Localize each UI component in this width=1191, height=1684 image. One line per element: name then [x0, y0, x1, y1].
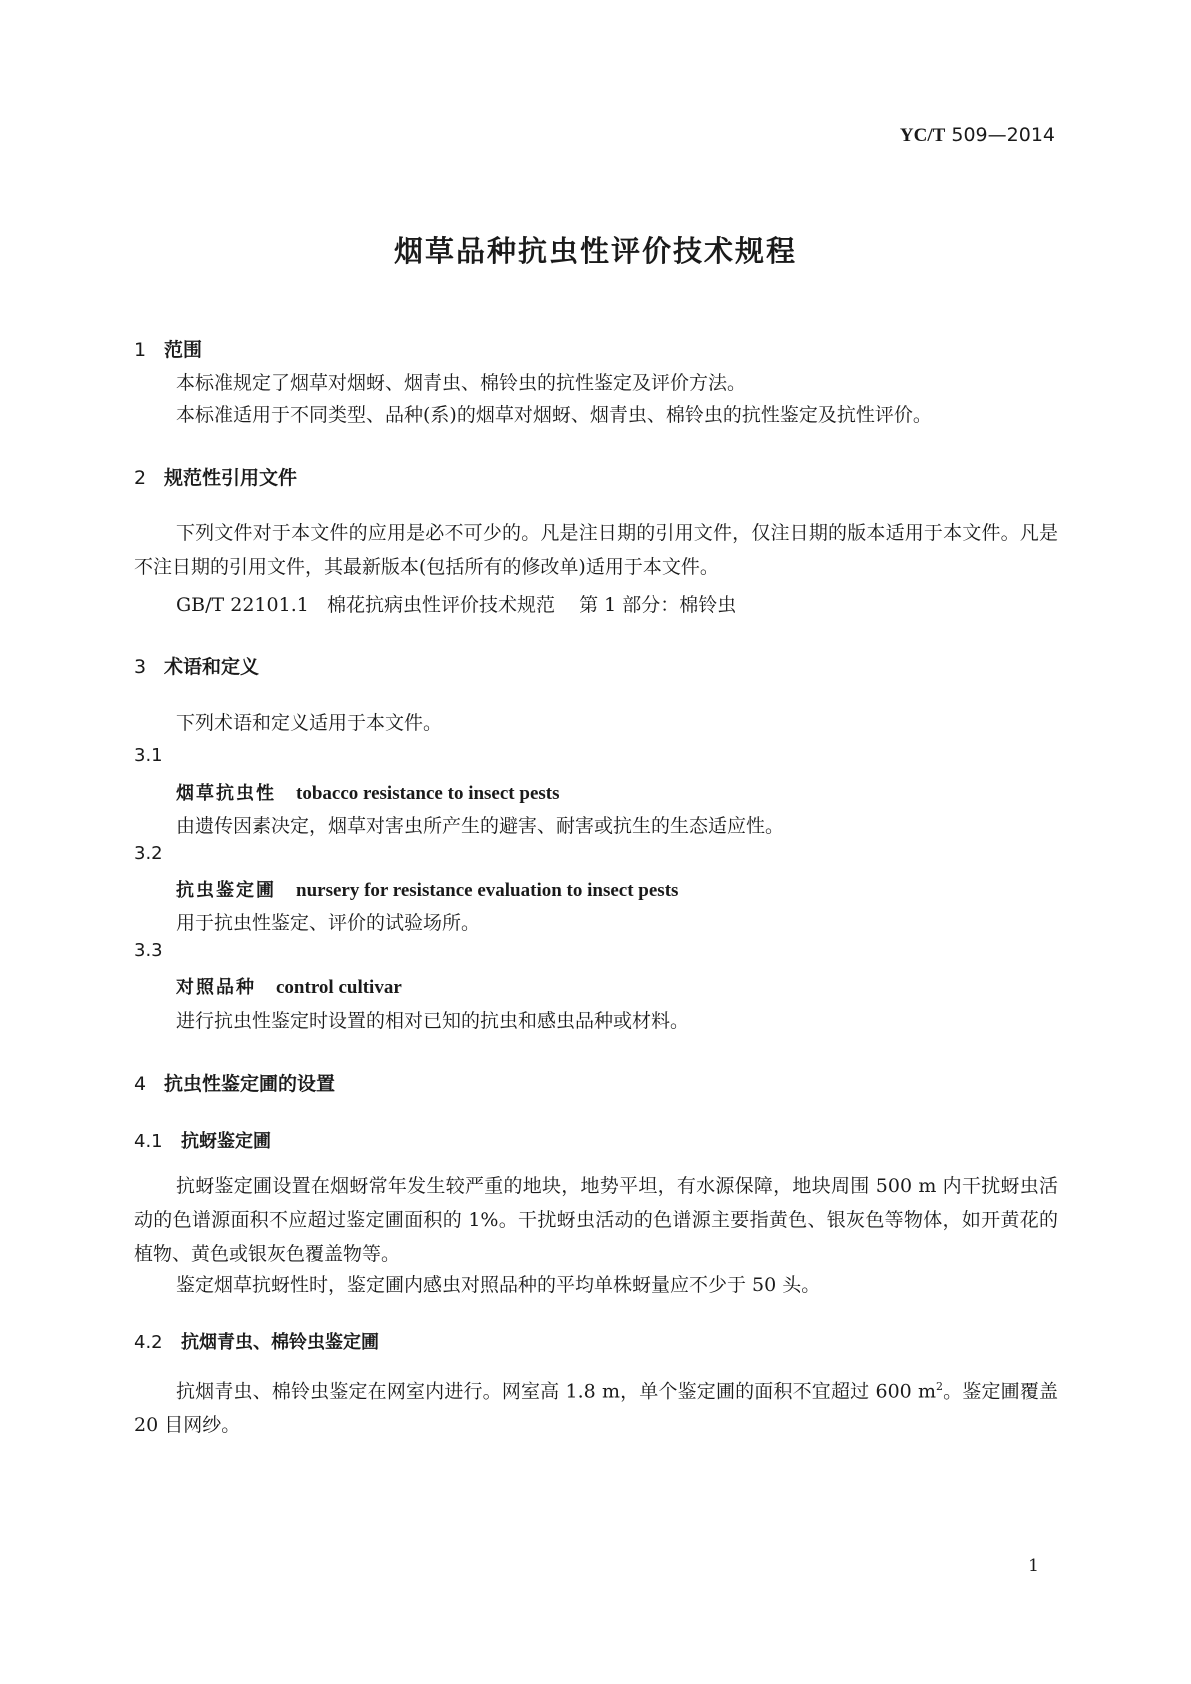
section-2-heading — [134, 463, 297, 490]
reference-code: GB/T 22101.1 — [176, 594, 309, 616]
term-3-2-heading — [176, 876, 678, 902]
term-3-1-definition: 由遗传因素决定，烟草对害虫所产生的避害、耐害或抗生的生态适应性。 — [176, 815, 785, 837]
page-title: 烟草品种抗虫性评价技术规程 — [393, 234, 797, 268]
term-3-1-english: tobacco resistance to insect pests — [296, 783, 560, 804]
normative-reference — [176, 590, 736, 617]
section-3-heading — [134, 652, 259, 679]
area-unit-superscript: 2 — [935, 1380, 943, 1393]
term-3-1-chinese: 烟草抗虫性 — [176, 783, 276, 804]
page-number: 1 — [1028, 1556, 1039, 1576]
section-3-title: 术语和定义 — [164, 656, 260, 678]
term-3-3-chinese: 对照品种 — [176, 977, 256, 998]
section-4-1-heading — [134, 1127, 271, 1153]
term-3-2-number: 3.2 — [134, 843, 163, 864]
document-code-number: 509—2014 — [951, 124, 1055, 146]
section-2-para: 下列文件对于本文件的应用是必不可少的。凡是注日期的引用文件，仅注日期的版本适用于本文件。凡是不注日期的引用文件，其最新版本(包括所有的修改单)适用于本文件。 — [134, 522, 1058, 578]
term-3-3-definition: 进行抗虫性鉴定时设置的相对已知的抗虫和感虫品种或材料。 — [176, 1010, 690, 1032]
section-4-1-number: 4.1 — [134, 1131, 163, 1152]
section-4-2-para — [134, 1370, 1058, 1442]
section-4-2-title: 抗烟青虫、棉铃虫鉴定圃 — [181, 1332, 379, 1353]
section-4-title: 抗虫性鉴定圃的设置 — [164, 1073, 336, 1095]
section-4-1-title: 抗蚜鉴定圃 — [181, 1131, 271, 1152]
section-4-1-para-1: 抗蚜鉴定圃设置在烟蚜常年发生较严重的地块，地势平坦，有水源保障，地块周围 500 m 内干扰蚜虫活动的色谱源面积不应超过鉴定圃面积的 1%。干扰蚜虫活动的色谱源主要指黄色、银灰色等物体，如开黄花的植物、黄色或银灰色覆盖物等。 — [134, 1175, 1058, 1265]
section-4-2-para-text-a: 抗烟青虫、棉铃虫鉴定在网室内进行。网室高 1.8 m，单个鉴定圃的面积不宜超过 600 m — [176, 1380, 936, 1403]
section-1-title: 范围 — [164, 339, 203, 361]
reference-part: 第 1 部分：棉铃虫 — [579, 594, 737, 616]
document-code-prefix: YC/T — [899, 125, 946, 146]
section-1-para-2: 本标准适用于不同类型、品种(系)的烟草对烟蚜、烟青虫、棉铃虫的抗性鉴定及抗性评价。 — [176, 404, 932, 426]
term-3-3-english: control cultivar — [276, 977, 402, 998]
term-3-2-chinese: 抗虫鉴定圃 — [176, 880, 276, 901]
section-2-number: 2 — [134, 467, 147, 489]
section-1-heading — [134, 335, 202, 362]
section-4-2-para-text-b: 。鉴定圃覆盖 20 目网纱。 — [134, 1380, 1058, 1437]
term-3-3-heading — [176, 973, 402, 999]
document-code — [900, 124, 1055, 147]
section-4-2-heading — [134, 1328, 379, 1354]
term-3-1-heading — [176, 779, 560, 805]
term-3-1-number: 3.1 — [134, 745, 163, 766]
section-3-number: 3 — [134, 656, 147, 678]
section-1-number: 1 — [134, 339, 147, 361]
section-4-heading — [134, 1069, 335, 1096]
section-1-para-1: 本标准规定了烟草对烟蚜、烟青虫、棉铃虫的抗性鉴定及评价方法。 — [176, 372, 747, 394]
reference-title: 棉花抗病虫性评价技术规范 — [326, 594, 555, 616]
term-3-2-english: nursery for resistance evaluation to insect pests — [296, 880, 679, 901]
section-2-title: 规范性引用文件 — [164, 467, 298, 489]
section-4-1-para-2: 鉴定烟草抗蚜性时，鉴定圃内感虫对照品种的平均单株蚜量应不少于 50 头。 — [176, 1274, 821, 1296]
term-3-3-number: 3.3 — [134, 940, 163, 961]
term-3-2-definition: 用于抗虫性鉴定、评价的试验场所。 — [176, 912, 481, 934]
section-4-2-number: 4.2 — [134, 1332, 163, 1353]
section-3-intro: 下列术语和定义适用于本文件。 — [176, 712, 443, 734]
section-4-number: 4 — [134, 1073, 147, 1095]
